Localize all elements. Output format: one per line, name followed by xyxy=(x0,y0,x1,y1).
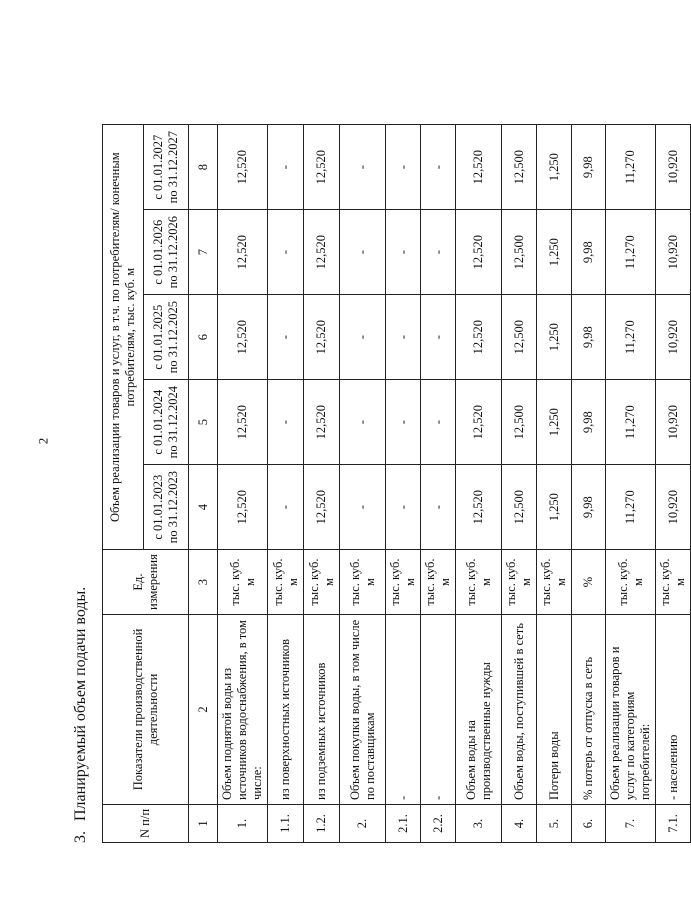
row-value: 12,500 xyxy=(502,380,537,465)
section-title: Планируемый объем подачи воды. xyxy=(72,586,89,821)
section-number: 3. xyxy=(72,831,89,843)
table-row xyxy=(502,125,537,843)
row-indicator: Объем воды на производственные нужды xyxy=(456,615,502,805)
row-value: - xyxy=(340,125,386,210)
row-indicator: Объем покупки воды, в том числе по поставщикам xyxy=(340,615,386,805)
row-value: 11,270 xyxy=(606,380,656,465)
row-number: 2. xyxy=(340,805,386,843)
row-indicator: Потери воды xyxy=(537,615,572,805)
row-unit: тыс. куб. м xyxy=(502,550,537,615)
table-row xyxy=(386,125,421,843)
row-indicator: из подземных источников xyxy=(304,615,340,805)
row-value: 12,520 xyxy=(456,210,502,295)
row-value: 9,98 xyxy=(572,380,606,465)
row-value: 1,250 xyxy=(537,380,572,465)
row-indicator: - населению xyxy=(656,615,691,805)
row-value: - xyxy=(340,465,386,550)
row-value: - xyxy=(340,380,386,465)
row-value: 12,520 xyxy=(304,465,340,550)
row-number: 2.2. xyxy=(421,805,456,843)
row-value: 12,520 xyxy=(304,295,340,380)
row-number: 7.1. xyxy=(656,805,691,843)
row-number: 7. xyxy=(606,805,656,843)
row-value: 1,250 xyxy=(537,295,572,380)
row-indicator: Объем реализации товаров и услуг по категориям потребителей: xyxy=(606,615,656,805)
row-unit: тыс. куб. м xyxy=(456,550,502,615)
header-period-2023: с 01.01.2023 по 31.12.2023 xyxy=(144,465,189,550)
row-value: - xyxy=(268,465,304,550)
row-number: 2.1. xyxy=(386,805,421,843)
row-value: 9,98 xyxy=(572,295,606,380)
header-unit: Ед. измерения xyxy=(103,550,189,615)
row-value: 1,250 xyxy=(537,210,572,295)
row-unit: % xyxy=(572,550,606,615)
row-number: 1. xyxy=(218,805,268,843)
header-num: N п/п xyxy=(103,805,189,843)
row-value: 12,500 xyxy=(502,210,537,295)
row-indicator: % потерь от отпуска в сеть xyxy=(572,615,606,805)
row-value: 11,270 xyxy=(606,295,656,380)
table-row xyxy=(218,125,268,843)
header-period-2024: с 01.01.2024 по 31.12.2024 xyxy=(144,380,189,465)
col-number: 1 xyxy=(189,805,218,843)
row-value: 9,98 xyxy=(572,210,606,295)
row-value: - xyxy=(386,380,421,465)
table-row xyxy=(537,125,572,843)
table-row xyxy=(268,125,304,843)
row-unit: тыс. куб. м xyxy=(656,550,691,615)
row-indicator: - xyxy=(386,615,421,805)
table-row xyxy=(656,125,691,843)
row-value: - xyxy=(340,210,386,295)
row-value: - xyxy=(340,295,386,380)
row-value: 10,920 xyxy=(656,125,691,210)
col-number: 4 xyxy=(189,465,218,550)
row-value: 12,520 xyxy=(304,125,340,210)
row-value: 12,520 xyxy=(304,210,340,295)
table-row xyxy=(340,125,386,843)
row-value: 12,500 xyxy=(502,465,537,550)
header-group: Объем реализации товаров и услуг, в т.ч. по потребителям/ конечным потребителям, тыс. куб. м xyxy=(103,125,144,550)
table-row xyxy=(421,125,456,843)
row-indicator: из поверхностных источников xyxy=(268,615,304,805)
row-value: 10,920 xyxy=(656,210,691,295)
row-value: 10,920 xyxy=(656,380,691,465)
row-value: 1,250 xyxy=(537,125,572,210)
section-heading xyxy=(72,587,90,843)
row-value: - xyxy=(268,125,304,210)
row-value: - xyxy=(421,210,456,295)
row-unit: тыс. куб. м xyxy=(537,550,572,615)
header-period-2025: с 01.01.2025 по 31.12.2025 xyxy=(144,295,189,380)
col-number: 3 xyxy=(189,550,218,615)
row-value: - xyxy=(386,125,421,210)
table-row xyxy=(572,125,606,843)
row-value: 12,500 xyxy=(502,125,537,210)
row-value: - xyxy=(386,295,421,380)
table-body xyxy=(218,125,691,843)
row-value: - xyxy=(386,210,421,295)
row-unit: тыс. куб. м xyxy=(421,550,456,615)
row-indicator: Объем поднятой воды из источников водоснабжения, в том числе: xyxy=(218,615,268,805)
row-value: 12,520 xyxy=(456,380,502,465)
row-value: - xyxy=(268,380,304,465)
table-row xyxy=(304,125,340,843)
row-value: 10,920 xyxy=(656,295,691,380)
row-value: 11,270 xyxy=(606,125,656,210)
row-value: - xyxy=(268,295,304,380)
col-number: 5 xyxy=(189,380,218,465)
header-row-1 xyxy=(103,125,144,843)
row-value: 10,920 xyxy=(656,465,691,550)
row-value: - xyxy=(386,465,421,550)
page-number: 2 xyxy=(35,437,51,445)
col-number: 2 xyxy=(189,615,218,805)
row-value: 12,520 xyxy=(456,465,502,550)
row-number: 5. xyxy=(537,805,572,843)
col-number: 6 xyxy=(189,295,218,380)
table-row xyxy=(456,125,502,843)
row-value: - xyxy=(421,125,456,210)
row-value: 12,520 xyxy=(218,210,268,295)
row-value: 12,520 xyxy=(218,380,268,465)
row-value: 12,520 xyxy=(304,380,340,465)
col-number: 7 xyxy=(189,210,218,295)
header-indicator: Показатели производственной деятельности xyxy=(103,615,189,805)
header-period-2026: с 01.01.2026 по 31.12.2026 xyxy=(144,210,189,295)
row-value: 12,520 xyxy=(456,295,502,380)
column-number-row xyxy=(189,125,218,843)
row-value: 12,500 xyxy=(502,295,537,380)
rotated-document-sheet xyxy=(62,73,687,843)
row-value: - xyxy=(421,380,456,465)
row-unit: тыс. куб. м xyxy=(268,550,304,615)
row-value: 12,520 xyxy=(218,295,268,380)
row-value: - xyxy=(421,295,456,380)
row-value: 9,98 xyxy=(572,465,606,550)
row-value: 11,270 xyxy=(606,210,656,295)
row-indicator: Объем воды, поступившей в сеть xyxy=(502,615,537,805)
row-value: - xyxy=(421,465,456,550)
row-number: 1.1. xyxy=(268,805,304,843)
table-row xyxy=(606,125,656,843)
row-number: 6. xyxy=(572,805,606,843)
row-unit: тыс. куб. м xyxy=(386,550,421,615)
row-value: 12,520 xyxy=(456,125,502,210)
row-number: 3. xyxy=(456,805,502,843)
row-value: - xyxy=(268,210,304,295)
row-indicator: - xyxy=(421,615,456,805)
row-value: 11,270 xyxy=(606,465,656,550)
row-number: 4. xyxy=(502,805,537,843)
header-period-2027: с 01.01.2027 по 31.12.2027 xyxy=(144,125,189,210)
row-unit: тыс. куб. м xyxy=(606,550,656,615)
row-number: 1.2. xyxy=(304,805,340,843)
row-value: 12,520 xyxy=(218,465,268,550)
row-unit: тыс. куб. м xyxy=(218,550,268,615)
row-unit: тыс. куб. м xyxy=(340,550,386,615)
row-value: 9,98 xyxy=(572,125,606,210)
col-number: 8 xyxy=(189,125,218,210)
water-supply-table xyxy=(102,124,691,843)
row-value: 12,520 xyxy=(218,125,268,210)
row-value: 1,250 xyxy=(537,465,572,550)
row-unit: тыс. куб. м xyxy=(304,550,340,615)
